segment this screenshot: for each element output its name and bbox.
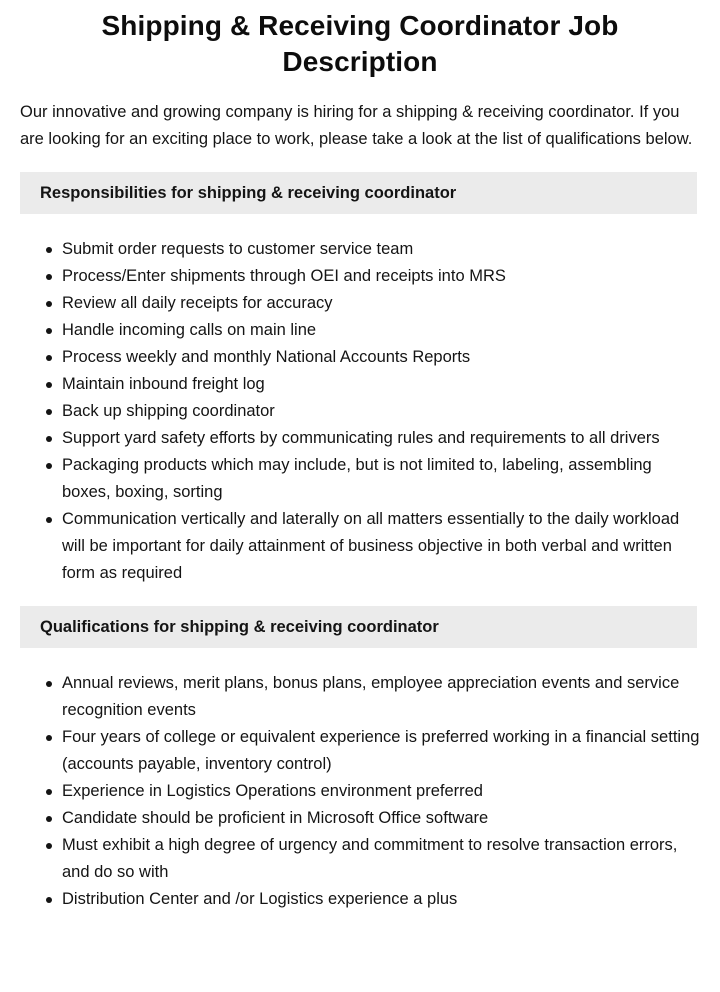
responsibilities-list xyxy=(20,236,700,587)
section-responsibilities xyxy=(0,172,720,587)
list-item: Process/Enter shipments through OEI and receipts into MRS xyxy=(20,263,700,290)
list-item: Distribution Center and /or Logistics experience a plus xyxy=(20,886,700,913)
list-item: Maintain inbound freight log xyxy=(20,371,700,398)
list-item: Four years of college or equivalent experience is preferred working in a financial setting (accounts payable, inventory control) xyxy=(20,724,700,778)
list-item: Handle incoming calls on main line xyxy=(20,317,700,344)
section-qualifications xyxy=(0,606,720,913)
list-item: Packaging products which may include, but is not limited to, labeling, assembling boxes, boxing, sorting xyxy=(20,452,700,506)
list-item: Support yard safety efforts by communicating rules and requirements to all drivers xyxy=(20,425,700,452)
list-item: Annual reviews, merit plans, bonus plans, employee appreciation events and service recognition events xyxy=(20,670,700,724)
intro-paragraph: Our innovative and growing company is hiring for a shipping & receiving coordinator. If you are looking for an exciting place to work, please take a look at the list of qualifications below. xyxy=(20,103,693,148)
list-item: Communication vertically and laterally on all matters essentially to the daily workload will be important for daily attainment of business objective in both verbal and written form as required xyxy=(20,506,700,587)
list-item: Must exhibit a high degree of urgency and commitment to resolve transaction errors, and do so with xyxy=(20,832,700,886)
section-heading-qualifications: Qualifications for shipping & receiving coordinator xyxy=(20,606,697,648)
list-item: Review all daily receipts for accuracy xyxy=(20,290,700,317)
section-heading-responsibilities: Responsibilities for shipping & receiving coordinator xyxy=(20,172,697,214)
list-item: Process weekly and monthly National Accounts Reports xyxy=(20,344,700,371)
list-item: Candidate should be proficient in Microsoft Office software xyxy=(20,805,700,832)
page-title: Shipping & Receiving Coordinator Job Description xyxy=(101,10,619,77)
list-item: Experience in Logistics Operations environment preferred xyxy=(20,778,700,805)
job-description-document xyxy=(0,8,720,992)
list-item: Back up shipping coordinator xyxy=(20,398,700,425)
list-item: Submit order requests to customer service team xyxy=(20,236,700,263)
qualifications-list xyxy=(20,670,700,913)
